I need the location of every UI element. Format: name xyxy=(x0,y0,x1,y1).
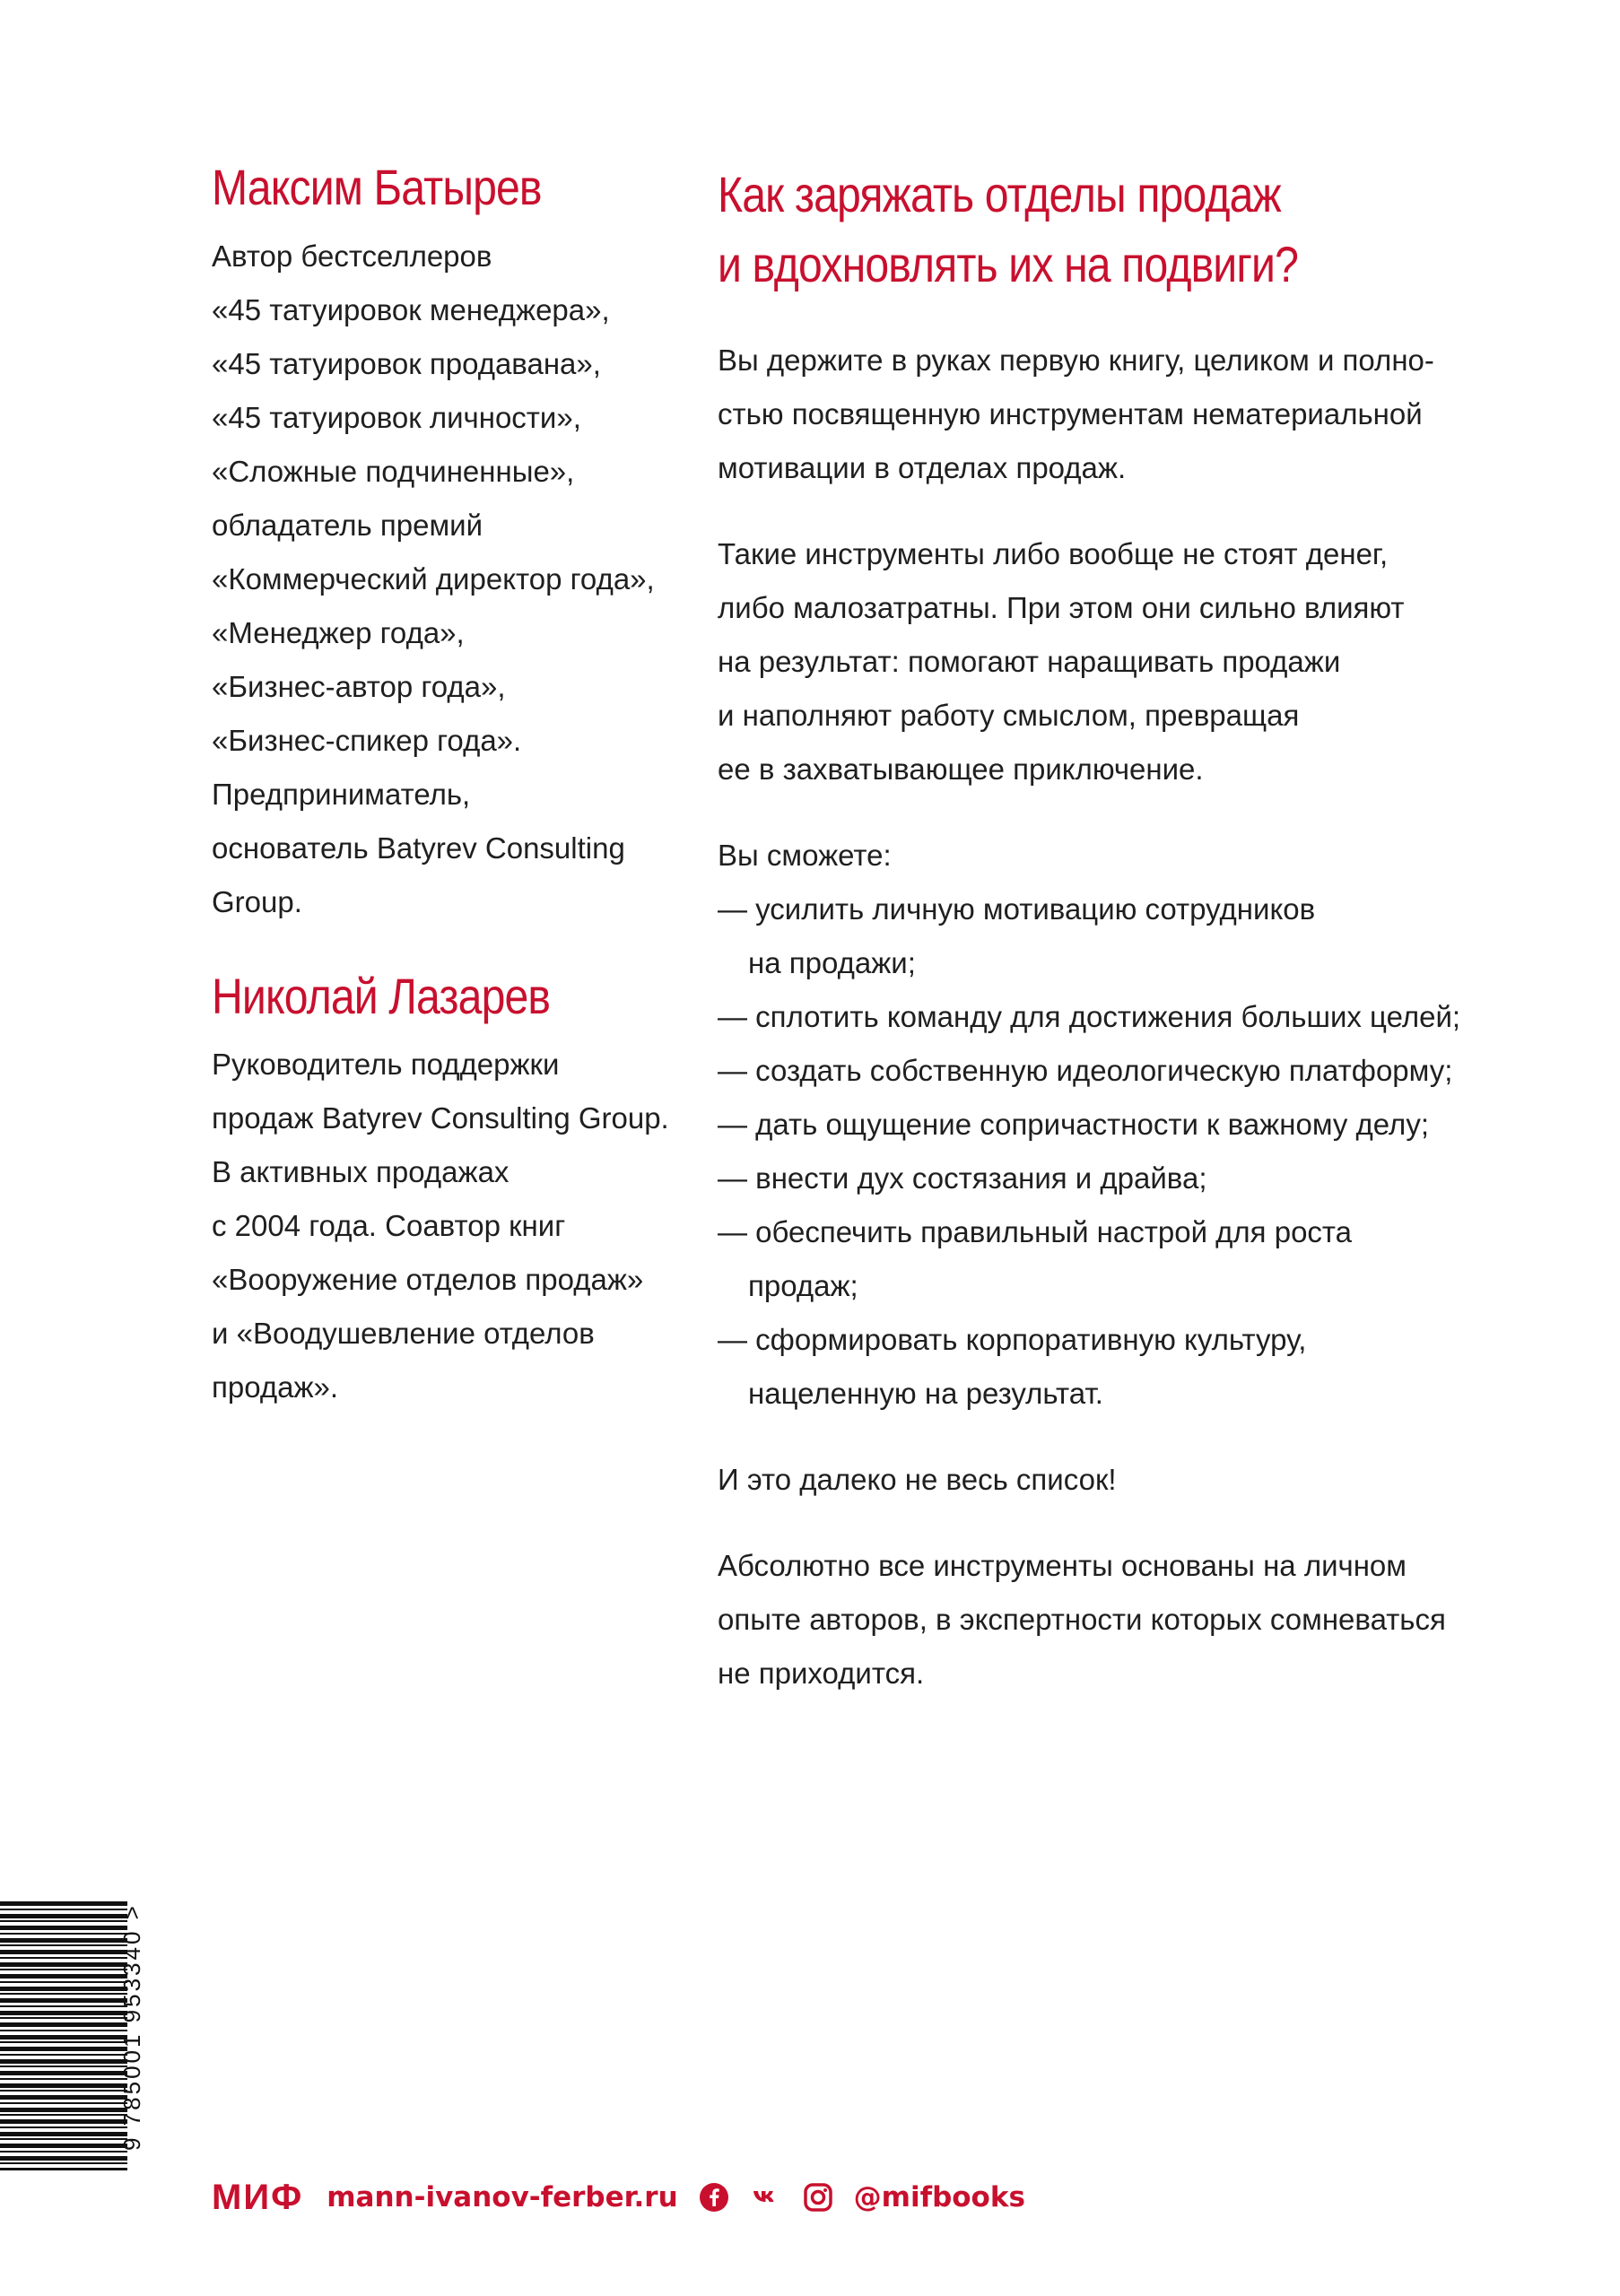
text-line: опыте авторов, в экспертности которых сомневаться xyxy=(718,1603,1446,1636)
text-line: и наполняют работу смыслом, превращая xyxy=(718,699,1300,732)
bio-line: «45 татуировок менеджера», xyxy=(212,292,610,326)
list-item-line: — создать собственную идеологическую платформу; xyxy=(718,1054,1453,1087)
social-handle[interactable]: @mifbooks xyxy=(853,2181,1025,2213)
benefits-list xyxy=(718,883,1461,1421)
list-item-line: на продажи; xyxy=(748,946,916,979)
headline-line: Как заряжать отделы продаж xyxy=(718,166,1281,222)
headline-line: и вдохновлять их на подвиги? xyxy=(718,236,1299,292)
bio-line: «Вооружение отделов продаж» xyxy=(212,1263,644,1297)
bio-line: «Сложные подчиненные», xyxy=(212,454,575,488)
text-line: ее в захватывающее приключение. xyxy=(718,752,1204,786)
list-item xyxy=(718,1098,1453,1152)
bio-line: «Менеджер года», xyxy=(212,615,465,649)
bio-line: и «Воодушевление отделов xyxy=(212,1317,595,1351)
bio-line: В активных продажах xyxy=(212,1155,510,1189)
list-item xyxy=(718,1205,1453,1313)
author-lazarev xyxy=(212,969,678,1415)
list-item-line: — внести дух состязания и драйва; xyxy=(718,1161,1207,1195)
text-line: И это далеко не весь список! xyxy=(718,1463,1117,1496)
list-item xyxy=(718,1313,1453,1421)
isbn-digits: 9 785001 953340 > xyxy=(118,1903,145,2151)
list-item xyxy=(718,883,1453,990)
barcode xyxy=(0,1901,127,2170)
list-item-line: нацеленную на результат. xyxy=(748,1377,1103,1410)
bio-line: «Бизнес-автор года», xyxy=(212,669,506,703)
bio-line: Руководитель поддержки xyxy=(212,1048,560,1082)
headline xyxy=(718,160,1350,300)
bio-line: с 2004 года. Соавтор книг xyxy=(212,1209,566,1243)
author-bio xyxy=(212,1038,678,1414)
publisher-logo: МИФ xyxy=(212,2177,304,2217)
text-line: Такие инструменты либо вообще не стоят денег, xyxy=(718,537,1389,570)
text-line: Вы держите в руках первую книгу, целиком и полно- xyxy=(718,344,1434,377)
paragraph-tools xyxy=(718,527,1453,796)
author-name: Максим Батырев xyxy=(212,159,542,215)
list-item xyxy=(718,990,1461,1044)
bio-line: продаж Batyrev Consulting Group. xyxy=(212,1101,669,1135)
bio-line: обладатель премий xyxy=(212,508,483,542)
list-item-line: — сформировать корпоративную культуру, xyxy=(718,1323,1307,1356)
bio-line: Автор бестселлеров xyxy=(212,239,492,273)
bio-line: «Коммерческий директор года», xyxy=(212,561,655,596)
bio-line: «Бизнес-спикер года». xyxy=(212,723,522,757)
bio-line: основатель Batyrev Consulting xyxy=(212,831,625,865)
author-name: Николай Лазарев xyxy=(212,967,551,1024)
list-item-line: — обеспечить правильный настрой для роста xyxy=(718,1215,1353,1248)
bio-line: Предприниматель, xyxy=(212,777,471,811)
author-bio xyxy=(212,230,678,929)
list-item xyxy=(718,1152,1453,1205)
list-item xyxy=(718,1044,1453,1098)
author-batyrev xyxy=(212,160,678,929)
bio-line: «45 татуировок личности», xyxy=(212,400,581,434)
vk-icon[interactable] xyxy=(750,2181,782,2213)
paragraph-not-all xyxy=(718,1453,1453,1507)
authors-column xyxy=(212,160,678,1414)
text-line: не приходится. xyxy=(718,1657,925,1690)
website-link[interactable]: mann-ivanov-ferber.ru xyxy=(327,2181,678,2213)
text-line: либо малозатратны. При этом они сильно влияют xyxy=(718,591,1405,624)
bio-line: Group. xyxy=(212,884,302,918)
text-line: на результат: помогают наращивать продажи xyxy=(718,645,1341,678)
text-line: стью посвященную инструментам нематериальной xyxy=(718,397,1423,430)
list-item-line: продаж; xyxy=(748,1269,858,1302)
instagram-icon[interactable] xyxy=(802,2181,834,2213)
bio-line: продаж». xyxy=(212,1370,339,1405)
description-column xyxy=(718,160,1461,1733)
facebook-icon[interactable] xyxy=(698,2181,730,2213)
list-item-line: — сплотить команду для достижения больших целей; xyxy=(718,1000,1461,1033)
paragraph-expertise xyxy=(718,1539,1453,1700)
bio-line: «45 татуировок продавана», xyxy=(212,346,601,380)
text-line: Абсолютно все инструменты основаны на личном xyxy=(718,1549,1407,1582)
text-line: мотивации в отделах продаж. xyxy=(718,451,1127,484)
footer xyxy=(212,2170,1025,2224)
list-item-line: — усилить личную мотивацию сотрудников xyxy=(718,892,1316,926)
paragraph-intro xyxy=(718,334,1453,495)
list-item-line: — дать ощущение сопричастности к важному делу; xyxy=(718,1108,1429,1141)
list-intro: Вы сможете: xyxy=(718,839,892,872)
